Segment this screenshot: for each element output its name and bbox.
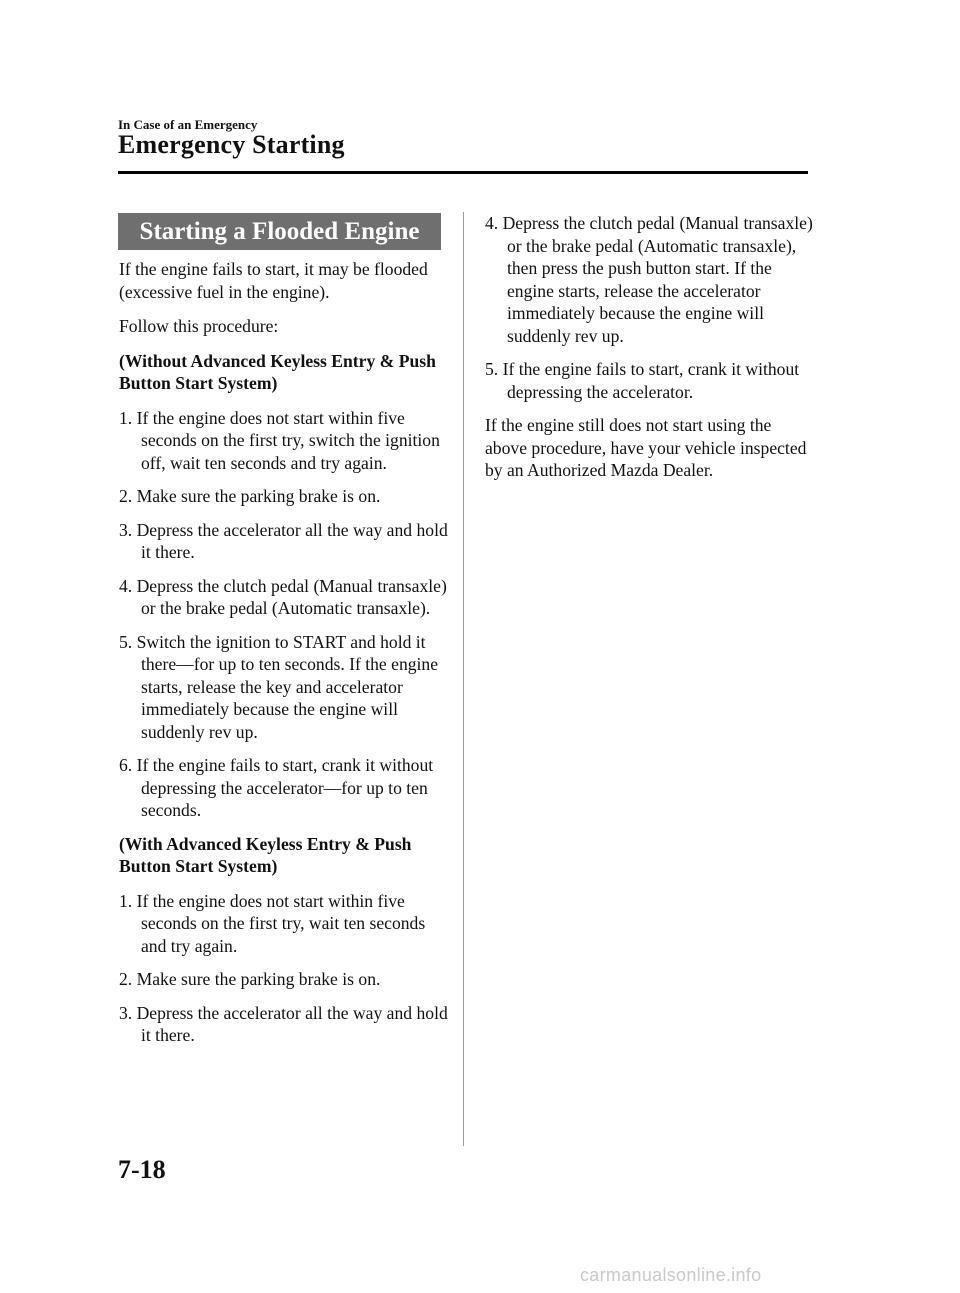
step-item: 2. Make sure the parking brake is on. [119, 486, 381, 506]
subheading-with-system: (With Advanced Keyless Entry & Push Button Start System) [119, 833, 412, 876]
chapter-title: Emergency Starting [118, 130, 345, 159]
step-item: 2. Make sure the parking brake is on. [119, 969, 381, 989]
step-item: 1. If the engine does not start within five seconds on the first try, wait ten seconds and try again. [119, 890, 426, 956]
section-label: In Case of an Emergency [118, 117, 258, 132]
header-rule [118, 171, 808, 174]
watermark: carmanualsonline.info [580, 1265, 762, 1285]
step-item: 3. Depress the accelerator all the way and hold it there. [119, 519, 448, 562]
closing-paragraph: If the engine still does not start using the above procedure, have your vehicle inspected by an Authorized Mazda Dealer. [485, 415, 807, 480]
left-column [119, 258, 449, 1058]
step-item: 5. Switch the ignition to START and hold it there―for up to ten seconds. If the engine starts, release the key and accelerator immediately because the engine will suddenly rev up. [119, 631, 439, 742]
step-item: 4. Depress the clutch pedal (Manual transaxle) or the brake pedal (Automatic transaxle). [119, 575, 447, 618]
section-heading: Starting a Flooded Engine [118, 213, 441, 250]
intro-paragraph: If the engine fails to start, it may be flooded (excessive fuel in the engine). [119, 259, 428, 302]
right-column [485, 212, 815, 494]
step-item: 5. If the engine fails to start, crank it without depressing the accelerator. [485, 359, 800, 402]
step-item: 1. If the engine does not start within five seconds on the first try, switch the ignition off, wait ten seconds and try again. [119, 407, 440, 473]
intro-paragraph: Follow this procedure: [119, 316, 279, 336]
subheading-without-system: (Without Advanced Keyless Entry & Push Button Start System) [119, 350, 436, 393]
page-number: 7-18 [118, 1155, 166, 1184]
step-item: 4. Depress the clutch pedal (Manual transaxle) or the brake pedal (Automatic transaxle), then press the push button start. If the engine starts, release the accelerator immediately because the engine will suddenly rev up. [485, 213, 813, 346]
step-item: 3. Depress the accelerator all the way and hold it there. [119, 1002, 448, 1045]
step-item: 6. If the engine fails to start, crank it without depressing the accelerator―for up to ten seconds. [119, 755, 434, 820]
column-divider [463, 212, 464, 1146]
